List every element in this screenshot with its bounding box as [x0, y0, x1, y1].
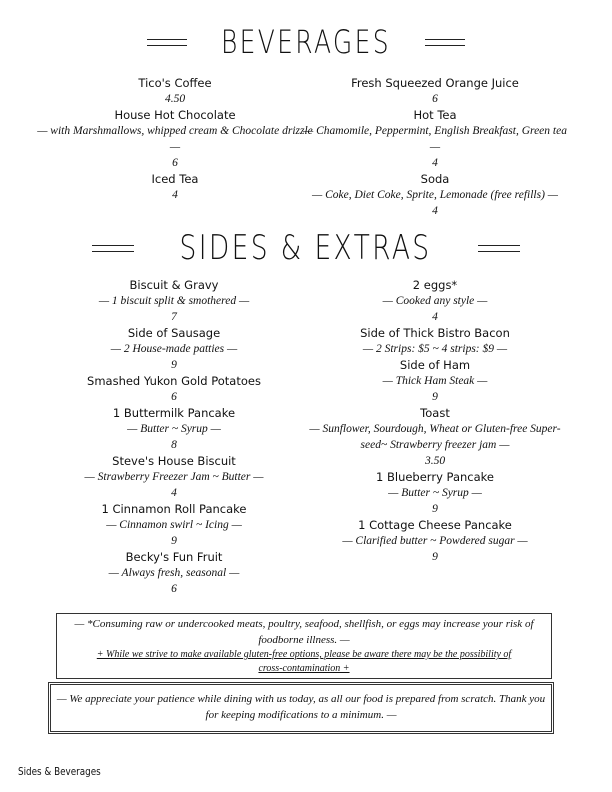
item-name: 1 Cottage Cheese Pancake [358, 518, 512, 532]
menu-item [300, 107, 570, 171]
menu-item [35, 107, 315, 171]
menu-item [300, 405, 570, 469]
gluten-free-notice: + While we strive to make available gluten-free options, please be aware there may be the possibility of cross-contamination + [96, 649, 512, 674]
item-price: 9 [171, 359, 177, 371]
page-footer: Sides & Beverages [18, 765, 101, 778]
menu-item [30, 277, 318, 325]
item-price: 4 [432, 205, 438, 217]
item-price: 6 [172, 157, 178, 169]
menu-item [30, 325, 318, 373]
sides-right-column [300, 277, 570, 565]
sides-heading [0, 229, 612, 267]
item-name: Soda [420, 172, 450, 186]
item-name: Steve's House Biscuit [112, 454, 236, 468]
item-name: Iced Tea [151, 172, 199, 186]
item-price: 6 [171, 391, 177, 403]
menu-item [30, 549, 318, 597]
item-price: 8 [171, 439, 177, 451]
beverages-title: BEVERAGES [221, 23, 391, 61]
item-name: 1 Cinnamon Roll Pancake [101, 502, 247, 516]
menu-item [30, 453, 318, 501]
item-name: House Hot Chocolate [114, 108, 236, 122]
menu-item [300, 171, 570, 219]
allergy-notice-box [56, 613, 552, 679]
item-price: 6 [432, 93, 438, 105]
item-description: — Strawberry Freezer Jam ~ Butter — [84, 471, 264, 483]
item-description: — Always fresh, seasonal — [108, 567, 240, 579]
item-name: Toast [420, 406, 450, 420]
item-price: 9 [432, 503, 438, 515]
raw-food-warning: — *Consuming raw or undercooked meats, poultry, seafood, shellfish, or eggs may increase your risk of foodborne illness. — [74, 618, 534, 646]
menu-item [300, 357, 570, 405]
heading-rule-right [478, 245, 520, 252]
sides-title: SIDES & EXTRAS [180, 228, 432, 268]
item-description: — Clarified butter ~ Powdered sugar — [342, 535, 528, 547]
item-description: — Sunflower, Sourdough, Wheat or Gluten-free Super-seed~ Strawberry freezer jam — [309, 423, 561, 451]
menu-item [300, 517, 570, 565]
item-name: Side of Ham [399, 358, 471, 372]
item-name: Hot Tea [413, 108, 457, 122]
heading-rule-right [425, 39, 465, 46]
menu-item [35, 171, 315, 203]
item-price: 9 [432, 391, 438, 403]
beverages-right-column [300, 75, 570, 219]
heading-rule-left [147, 39, 187, 46]
item-price: 4.50 [164, 93, 186, 105]
item-description: — with Marshmallows, whipped cream & Chocolate drizzle — [37, 125, 313, 153]
item-description: — Butter ~ Syrup — [127, 423, 221, 435]
thanks-text: — We appreciate your patience while dining with us today, as all our food is prepared from scratch. Thank you for keeping modifications to a minimum. — [56, 693, 546, 721]
menu-item [300, 325, 570, 357]
menu-item [30, 373, 318, 405]
item-description: — Chamomile, Peppermint, English Breakfast, Green tea — [303, 125, 567, 153]
item-name: Fresh Squeezed Orange Juice [351, 76, 519, 90]
item-description: — Thick Ham Steak — [382, 375, 488, 387]
item-name: 1 Buttermilk Pancake [112, 406, 236, 420]
item-price: 4 [432, 157, 438, 169]
item-description: — 2 Strips: $5 ~ 4 strips: $9 — [362, 343, 508, 355]
menu-item [30, 405, 318, 453]
item-price: 7 [171, 311, 177, 323]
item-price: 4 [171, 487, 177, 499]
item-description: — Cooked any style — [382, 295, 488, 307]
menu-item [300, 469, 570, 517]
item-name: Tico's Coffee [138, 76, 212, 90]
item-description: — Butter ~ Syrup — [388, 487, 482, 499]
item-name: Side of Sausage [127, 326, 221, 340]
sides-left-column [30, 277, 318, 597]
menu-item [35, 75, 315, 107]
beverages-left-column [35, 75, 315, 203]
item-name: Smashed Yukon Gold Potatoes [87, 374, 261, 388]
heading-rule-left [92, 245, 134, 252]
thanks-box [48, 682, 554, 734]
item-name: Side of Thick Bistro Bacon [360, 326, 510, 340]
item-description: — 1 biscuit split & smothered — [98, 295, 250, 307]
item-price: 9 [171, 535, 177, 547]
menu-item [300, 277, 570, 325]
item-description: — 2 House-made patties — [110, 343, 238, 355]
item-description: — Coke, Diet Coke, Sprite, Lemonade (free refills) — [311, 189, 559, 201]
item-price: 3.50 [424, 455, 446, 467]
item-name: Becky's Fun Fruit [125, 550, 223, 564]
item-name: 2 eggs* [412, 278, 458, 292]
item-name: 1 Blueberry Pancake [376, 470, 494, 484]
item-name: Biscuit & Gravy [129, 278, 219, 292]
beverages-heading [0, 24, 612, 60]
item-price: 6 [171, 583, 177, 595]
item-description: — Cinnamon swirl ~ Icing — [106, 519, 242, 531]
menu-item [30, 501, 318, 549]
item-price: 9 [432, 551, 438, 563]
menu-item [300, 75, 570, 107]
item-price: 4 [172, 189, 178, 201]
item-price: 4 [432, 311, 438, 323]
